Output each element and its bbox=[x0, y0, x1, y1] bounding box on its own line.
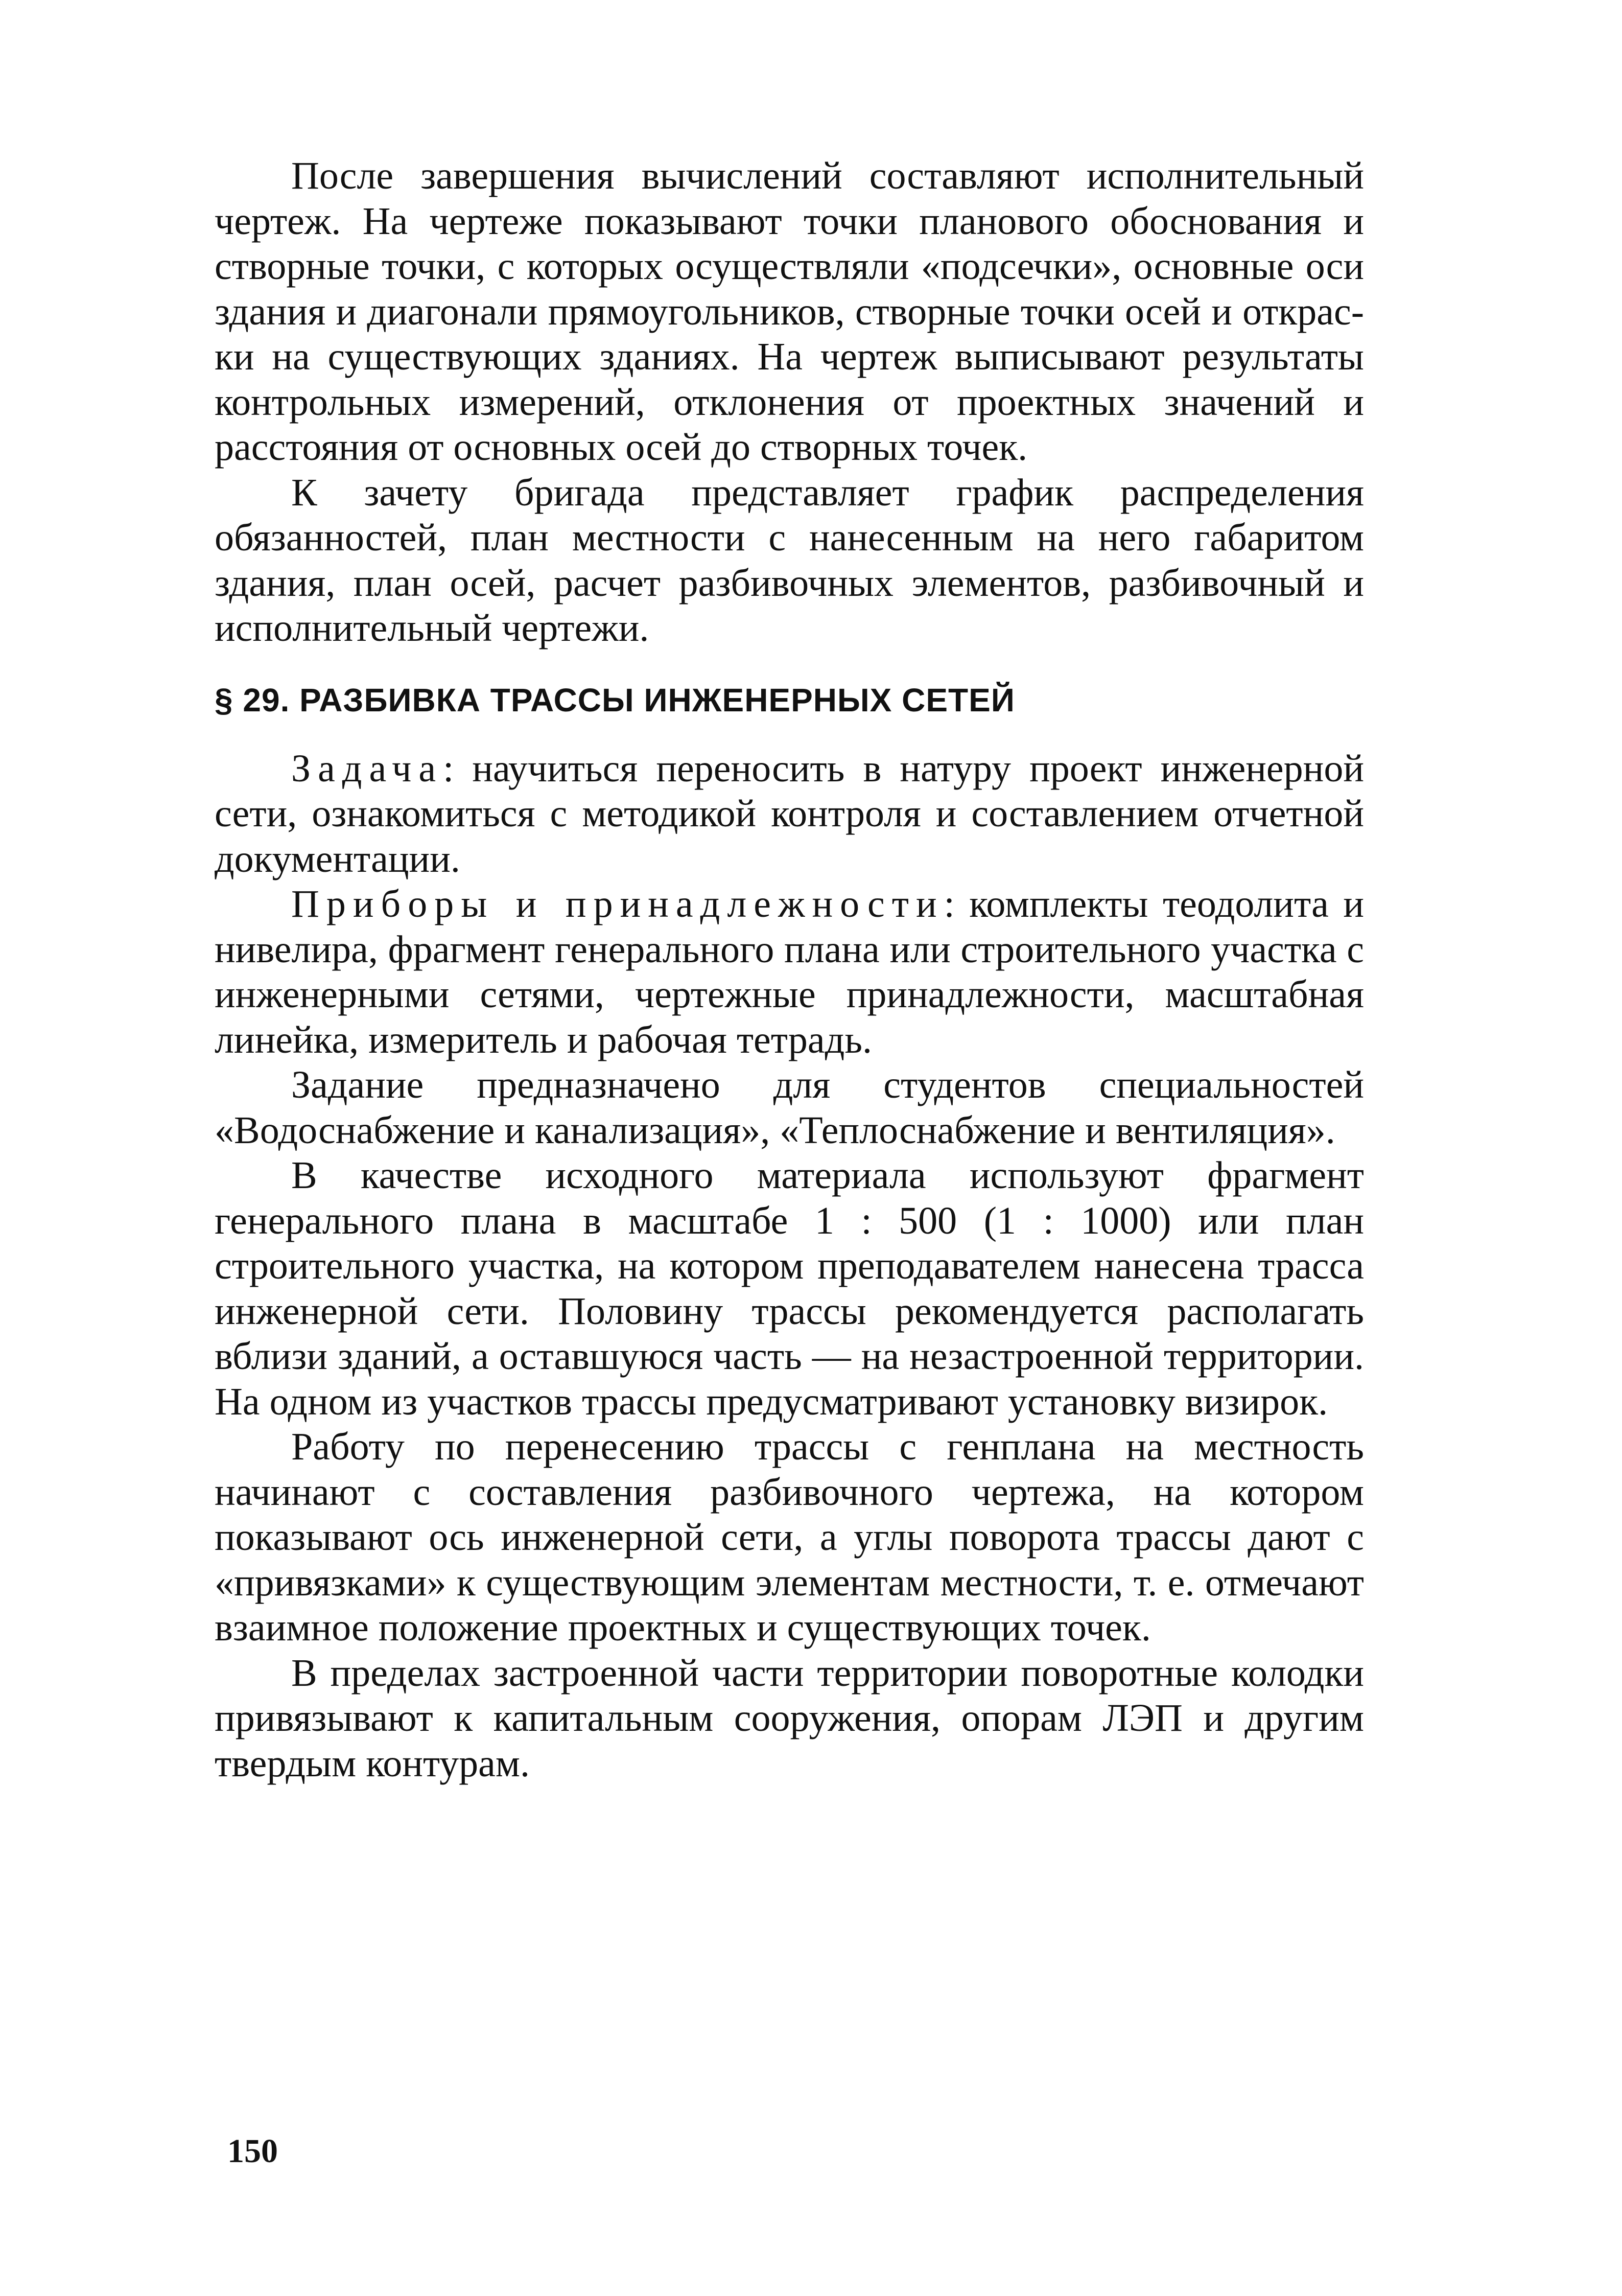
task-text: : научиться переносить в натуру проект инженерной сети, ознакомиться с методикой контроля и составлением отчетной документации. bbox=[215, 747, 1364, 880]
paragraph-equipment bbox=[215, 882, 1364, 1062]
section-heading: § 29. РАЗБИВКА ТРАССЫ ИНЖЕНЕРНЫХ СЕТЕЙ bbox=[215, 681, 1015, 718]
task-label: Задача bbox=[291, 747, 443, 790]
equipment-text: : комплекты теодолита и нивелира, фрагмент генерального плана или строительного участка с инженерными сетями, чертежные принадлежности, масштабная линейка, измеритель и рабочая тетрадь. bbox=[215, 883, 1364, 1061]
paragraph-task bbox=[215, 746, 1364, 882]
paragraph-built-up-area: В пределах застроенной части территории поворотные колодки привязывают к капитальным сооружения, опорам ЛЭП и другим твердым контурам. bbox=[215, 1651, 1364, 1785]
page-number: 150 bbox=[227, 2132, 278, 2170]
paragraph-source-material: В качестве исходного материала используют фрагмент генерального плана в масштабе 1 : 500 (1 : 1000) или план строительного участка, на котором преподавателем нанесена трасса инженерной сети. Половину трассы рекомендуется располагать вблизи зданий, а оставшуюся часть — на незастроенной территории. На одном из участков трассы предусматривают установку визирок. bbox=[215, 1154, 1364, 1423]
paragraph-as-built-drawing: После завершения вычислений составляют исполнительный чертеж. На чертеже показывают точки планового обоснования и створные точки, с которых осуществляли «подсечки», основные оси здания и диагонали прямоугольников, створные точки осей и откраски на существующих зданиях. На чертеж выписывают результаты контрольных измерений, отклонения от проектных значений и расстояния от основных осей до створных точек. bbox=[215, 154, 1364, 469]
page-body bbox=[215, 153, 1364, 1786]
paragraph-credit-requirements: К зачету бригада представляет график распределения обязанностей, план местности с нанесенным на него габаритом здания, план осей, расчет разбивочных элементов, разбивочный и исполнительный чертежи. bbox=[215, 471, 1364, 650]
equipment-label: Приборы и принадлежности bbox=[291, 883, 944, 925]
paragraph-setting-out-drawing: Работу по перенесению трассы с генплана на местность начинают с составления разбивочного чертежа, на котором показывают ось инженерной сети, а углы поворота трассы дают с «привязками» к существующим элементам местности, т. е. отмечают взаимное положение проектных и существующих точек. bbox=[215, 1425, 1364, 1649]
paragraph-intended-for: Задание предназначено для студентов специальностей «Водоснабжение и канализация», «Теплоснабжение и вентиляция». bbox=[215, 1063, 1364, 1152]
